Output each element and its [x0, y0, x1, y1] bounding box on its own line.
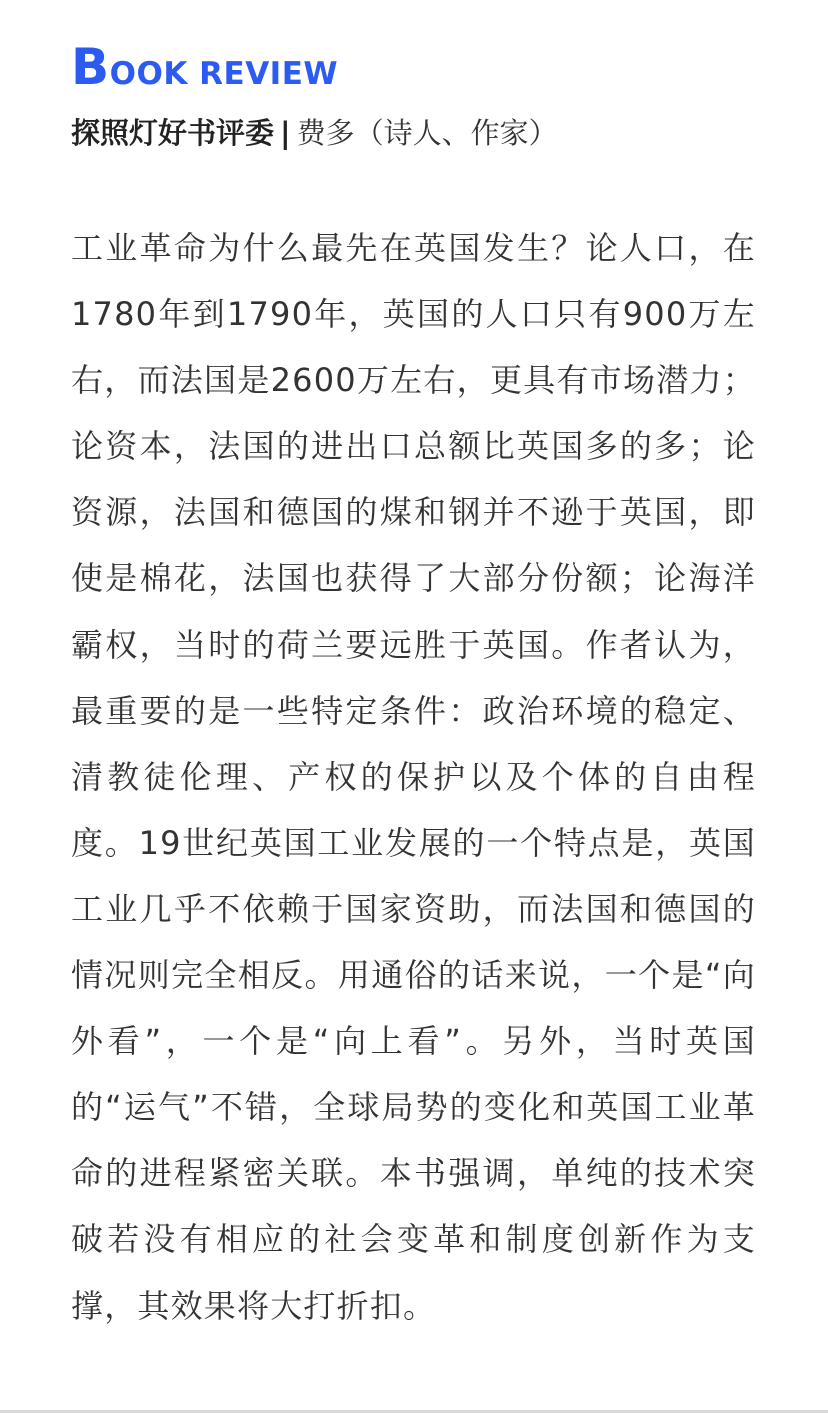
brand-rest: OOK REVIEW: [109, 56, 339, 92]
review-paragraph: 工业革命为什么最先在英国发生？论人口，在1780年到1790年，英国的人口只有900万左右，而法国是2600万左右，更具有市场潜力；论资本，法国的进出口总额比英国多的多；论资源，法国和德国的煤和钢并不逊于英国，即使是棉花，法国也获得了大部分份额；论海洋霸权，当时的荷兰要远胜于英国。作者认为，最重要的是一些特定条件：政治环境的稳定、清教徒伦理、产权的保护以及个体的自由程度。19世纪英国工业发展的一个特点是，英国工业几乎不依赖于国家资助，而法国和德国的情况则完全相反。用通俗的话来说，一个是“向外看”，一个是“向上看”。另外，当时英国的“运气”不错，全球局势的变化和英国工业革命的进程紧密关联。本书强调，单纯的技术突破若没有相应的社会变革和制度创新作为支撑，其效果将大打折扣。: [71, 229, 756, 1325]
reviewer-name: 费多（诗人、作家）: [296, 116, 558, 150]
book-review-heading: [71, 38, 338, 96]
reviewer-byline: [71, 108, 558, 158]
committee-name: 探照灯好书评委: [71, 116, 275, 150]
byline-separator: |: [280, 116, 291, 150]
brand-initial: B: [71, 38, 110, 96]
